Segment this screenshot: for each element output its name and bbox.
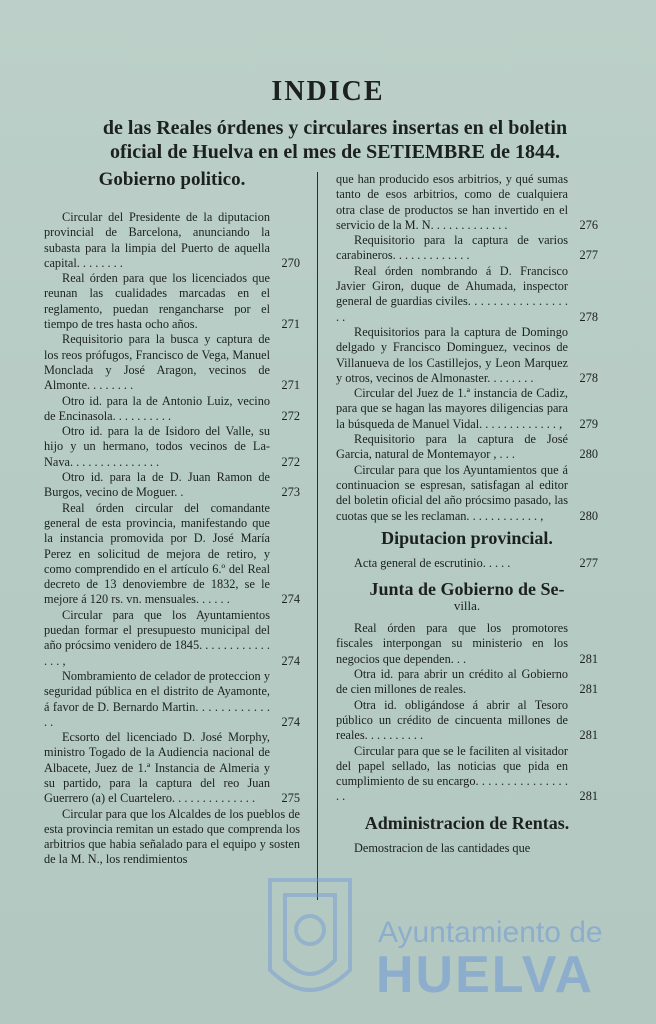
index-entry-page-number: 281 bbox=[579, 682, 598, 697]
index-entry-text: Circular para que los Ayuntamientos que á continuacion se espresan, satisfagan al editor del boletin oficial del año prócsimo pasado, las cuotas que se les reclaman. . . . . . . . . . . . , bbox=[336, 462, 568, 523]
index-entry-text: Ecsorto del licenciado D. José Morphy, ministro Togado de la Audiencia nacional de Albacete, Juez de 1.ª Instancia de Almeria y su partido, para la captura del reo Juan Guerrero (a) el Cuartelero. . . . . . . . . . . . . . bbox=[44, 730, 270, 806]
index-entry bbox=[336, 386, 598, 432]
index-entry-page-number: 281 bbox=[579, 789, 598, 804]
index-entry bbox=[336, 264, 598, 325]
index-entry-page-number: 270 bbox=[281, 255, 300, 270]
right-entries-list-a bbox=[336, 172, 598, 524]
index-entry bbox=[336, 698, 598, 744]
index-entry-text: Requisitorio para la captura de varios carabineros. . . . . . . . . . . . . bbox=[336, 233, 568, 263]
watermark-text-line1: Ayuntamiento de bbox=[378, 916, 603, 949]
index-entry bbox=[44, 807, 300, 868]
index-entry-text: Demostracion de las cantidades que bbox=[354, 840, 531, 855]
index-entry-text: Otra id. para abrir un crédito al Gobierno de cien millones de reales. bbox=[336, 667, 568, 697]
index-entry bbox=[336, 463, 598, 524]
index-entry bbox=[336, 667, 598, 698]
index-entry bbox=[336, 744, 598, 805]
index-entry-text: Circular para que los Ayuntamientos puedan formar el presupuesto municipal del año prócsimo venidero de 1845. . . . . . . . . . . . . . . , bbox=[44, 607, 270, 668]
index-entry-text: Otra id. obligándose á abrir al Tesoro público un crédito de cincuenta millones de reales. . . . . . . . . . bbox=[336, 697, 568, 743]
section-title-administracion: Administracion de Rentas. bbox=[364, 812, 570, 833]
index-entry bbox=[44, 332, 300, 393]
index-entry-page-number: 274 bbox=[281, 714, 300, 729]
index-entry bbox=[44, 424, 300, 470]
index-entry-page-number: 271 bbox=[281, 378, 300, 393]
index-entry-page-number: 276 bbox=[579, 217, 598, 232]
index-entry-text: Requisitorio para la captura de José Garcia, natural de Montemayor , . . . bbox=[336, 432, 568, 462]
index-entry-page-number: 274 bbox=[281, 592, 300, 607]
right-entries-list-b bbox=[336, 556, 598, 571]
index-entry bbox=[336, 621, 598, 667]
index-entry-page-number: 271 bbox=[281, 317, 300, 332]
section-title-junta-line1: Junta de Gobierno de Se- bbox=[369, 579, 565, 600]
index-entry-text: Real órden para que los licenciados que reunan las cualidades marcadas en el reglamento, puedan rengancharse por el tiempo de tres hasta ocho años. bbox=[44, 271, 270, 332]
subtitle-line-1: de las Reales órdenes y circulares insertas en el boletin bbox=[102, 117, 568, 139]
subtitle-line-2: oficial de Huelva en el mes de SETIEMBRE de 1844. bbox=[110, 141, 560, 163]
index-entry-text: Real órden circular del comandante general de esta provincia, manifestando que la instancia promovida por D. José María Perez en solicitud de mejora de retiro, y como comprendido en el artículo 6.º del Real decreto de 13 denoviembre de 1832, se le mejore á 120 rs. vn. mensuales. . . . . . bbox=[44, 500, 270, 607]
index-entry-text: que han producido esos arbitrios, y qué sumas tanto de esos arbitrios, como de cualquiera otra clase de productos se han invertido en el servicio de la M. N. . . . . . . . . . . . . bbox=[336, 172, 568, 232]
index-entry-page-number: 279 bbox=[579, 416, 598, 431]
section-title-gobierno-politico: Gobierno politico. bbox=[98, 169, 246, 190]
index-entry-page-number: 280 bbox=[579, 447, 598, 462]
index-entry-text: Real órden nombrando á D. Francisco Javier Giron, duque de Ahumada, inspector general de guardias civiles. . . . . . . . . . . . . . . . . . bbox=[336, 263, 568, 324]
index-entry bbox=[336, 556, 598, 571]
section-title-junta-line2: villa. bbox=[453, 598, 481, 614]
index-entry-page-number: 278 bbox=[579, 370, 598, 385]
right-entries-list-d bbox=[336, 841, 598, 856]
index-entry bbox=[336, 841, 598, 856]
right-column bbox=[336, 172, 598, 856]
index-entry bbox=[44, 730, 300, 806]
left-column bbox=[44, 166, 300, 868]
index-entry-text: Circular del Presidente de la diputacion provincial de Barcelona, anunciando la subasta para la limpia del Puerto de aquella capital. . . . . . . . bbox=[44, 210, 270, 270]
index-entry bbox=[44, 271, 300, 332]
index-entry-text: Circular para que se le faciliten al visitador del papel sellado, las noticias que pida en cumplimiento de su encargo. . . . . . . . . . . . . . . . . bbox=[336, 743, 568, 804]
section-title-junta-gobierno bbox=[336, 579, 598, 613]
index-entry bbox=[44, 470, 300, 501]
index-entry-text: Otro id. para la de Isidoro del Valle, su hijo y un hermano, todos vecinos de La-Nava. . . . . . . . . . . . . . . bbox=[44, 424, 270, 469]
index-entry-page-number: 273 bbox=[281, 485, 300, 500]
index-entry-text: Requisitorios para la captura de Domingo delgado y Francisco Dominguez, vecinos de Villanueva de los Castillejos, y Leon Marquez y otros, vecinos de Almonaster. . . . . . . . bbox=[336, 324, 568, 385]
index-entry-page-number: 272 bbox=[281, 454, 300, 469]
section-title-diputacion: Diputacion provincial. bbox=[381, 527, 553, 548]
index-entry-text: Requisitorio para la busca y captura de los reos prófugos, Francisco de Vega, Manuel Monclada y José Aragon, vecinos de Almonte. . . . . . . . bbox=[44, 332, 270, 393]
page-title: INDICE bbox=[271, 76, 385, 107]
index-entry bbox=[336, 325, 598, 386]
left-entries-list bbox=[44, 210, 300, 868]
index-entry bbox=[44, 501, 300, 608]
index-entry bbox=[336, 432, 598, 463]
index-entry-page-number: 280 bbox=[579, 508, 598, 523]
index-entry-page-number: 277 bbox=[579, 248, 598, 263]
index-entry-page-number: 278 bbox=[579, 309, 598, 324]
index-entry-text: Circular del Juez de 1.ª instancia de Cadiz, para que se hagan las mayores diligencias para la búsqueda de Manuel Vidal. . . . . . . . . . . . . , bbox=[336, 386, 568, 431]
index-entry bbox=[44, 394, 300, 425]
index-entry bbox=[44, 608, 300, 669]
index-entry bbox=[44, 210, 300, 271]
index-entry-page-number: 281 bbox=[579, 651, 598, 666]
index-entry-page-number: 274 bbox=[281, 653, 300, 668]
right-entries-list-c bbox=[336, 621, 598, 805]
column-divider bbox=[317, 172, 318, 900]
index-entry-text: Acta general de escrutinio. . . . . bbox=[354, 555, 511, 570]
index-entry-page-number: 277 bbox=[579, 555, 598, 570]
index-entry-page-number: 275 bbox=[281, 791, 300, 806]
watermark-text-line2: HUELVA bbox=[376, 946, 595, 1004]
index-entry-text: Real órden para que los promotores fiscales interpongan su ministerio en los negocios que dependen. . . bbox=[336, 621, 568, 666]
index-entry-text: Nombramiento de celador de proteccion y seguridad pública en el distrito de Ayamonte, á favor de D. Bernardo Martin. . . . . . . . . . . . . . bbox=[44, 668, 270, 729]
index-entry-text: Otro id. para la de Antonio Luiz, vecino de Encinasola. . . . . . . . . . bbox=[44, 393, 270, 423]
index-entry-text: Otro id. para la de D. Juan Ramon de Burgos, vecino de Moguer. . bbox=[44, 470, 270, 500]
index-entry-page-number: 281 bbox=[579, 728, 598, 743]
index-entry-text: Circular para que los Alcaldes de los pueblos de esta provincia remitan un estado que comprenda los arbitrios que habia señalado para el equipo y sosten de la M. N., los rendimientos bbox=[44, 806, 300, 867]
index-entry bbox=[44, 669, 300, 730]
index-entry bbox=[336, 172, 598, 233]
index-entry-page-number: 272 bbox=[281, 408, 300, 423]
index-entry bbox=[336, 233, 598, 264]
